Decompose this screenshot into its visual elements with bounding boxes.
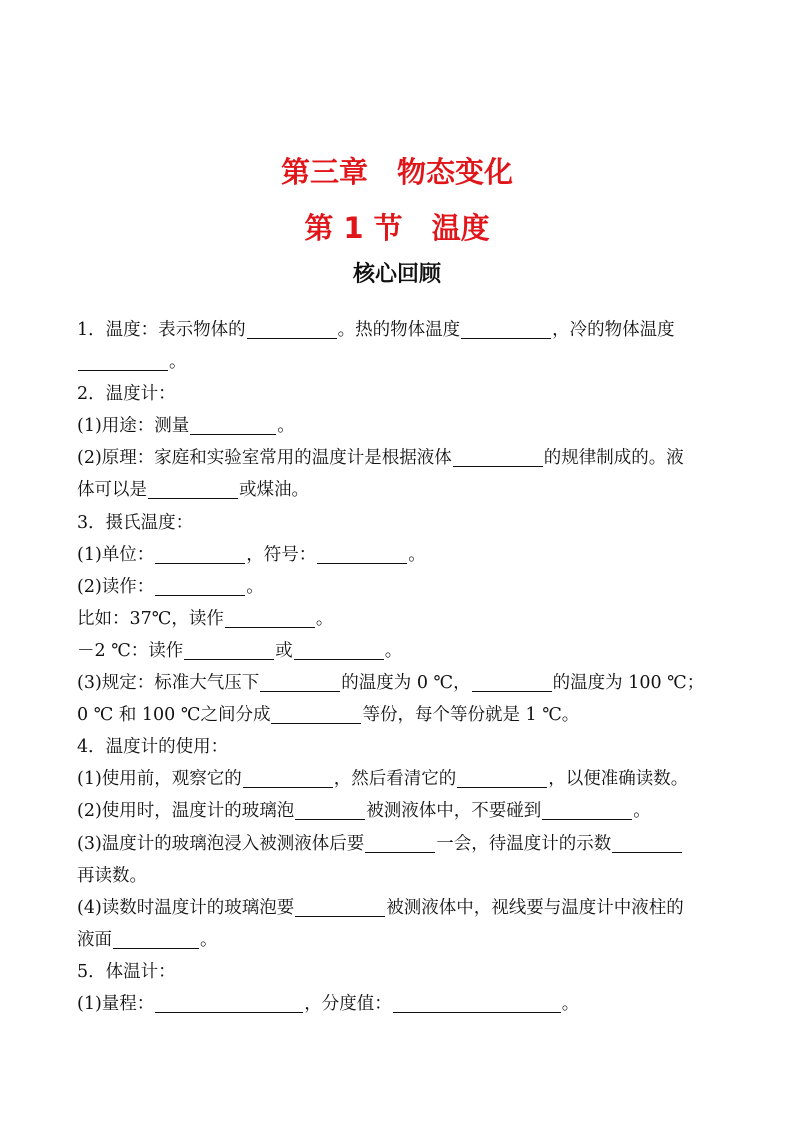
text-line: (1)单位： ，符号： 。 bbox=[77, 544, 426, 565]
text-line: (4)读数时温度计的玻璃泡要 被测液体中，视线要与温度计中液柱的 bbox=[77, 897, 684, 918]
text-line: (1)使用前，观察它的 ，然后看清它的 ，以便准确读数。 bbox=[77, 769, 689, 790]
text-line: 2．温度计： bbox=[77, 384, 176, 405]
answer-blank[interactable] bbox=[225, 607, 315, 628]
answer-blank[interactable] bbox=[260, 671, 340, 692]
text-line: 0 ℃ 和 100 ℃之间分成 等份，每个等份就是 1 ℃。 bbox=[77, 705, 580, 726]
text-line: 液面 。 bbox=[77, 929, 218, 950]
answer-blank[interactable] bbox=[365, 832, 435, 853]
answer-blank[interactable] bbox=[190, 414, 276, 435]
answer-blank[interactable] bbox=[612, 832, 682, 853]
text-line: 5．体温计： bbox=[77, 961, 176, 982]
answer-blank[interactable] bbox=[155, 992, 303, 1013]
answer-blank[interactable] bbox=[148, 478, 238, 499]
text-line: 4．温度计的使用： bbox=[77, 737, 229, 758]
answer-blank[interactable] bbox=[294, 639, 384, 660]
text-line: (2)读作： 。 bbox=[77, 576, 264, 597]
text-line: 比如：37℃，读作 。 bbox=[77, 608, 334, 629]
text-line: 。 bbox=[77, 346, 727, 378]
text-line: 再读数。 bbox=[77, 865, 147, 886]
text-line: (3)规定：标准大气压下 的温度为 0 ℃， 的温度为 100 ℃； bbox=[77, 673, 705, 694]
answer-blank[interactable] bbox=[453, 446, 543, 467]
text-line: (1)量程： ，分度值： 。 bbox=[77, 993, 580, 1014]
answer-blank[interactable] bbox=[393, 992, 561, 1013]
answer-blank[interactable] bbox=[457, 767, 547, 788]
text-line: 体可以是 或煤油。 bbox=[77, 480, 309, 501]
answer-blank[interactable] bbox=[542, 799, 632, 820]
text-line: (2)原理：家庭和实验室常用的温度计是根据液体 的规律制成的。液 bbox=[77, 448, 684, 469]
answer-blank[interactable] bbox=[78, 350, 168, 371]
answer-blank[interactable] bbox=[295, 896, 385, 917]
text-line: (2)使用时，温度计的玻璃泡 被测液体中，不要碰到 。 bbox=[77, 801, 651, 822]
answer-blank[interactable] bbox=[155, 543, 245, 564]
answer-blank[interactable] bbox=[243, 767, 333, 788]
answer-blank[interactable] bbox=[271, 703, 361, 724]
text-line: 1．温度：表示物体的 。热的物体温度 ，冷的物体温度 bbox=[77, 320, 675, 340]
text-line: 3．摄氏温度： bbox=[77, 512, 194, 533]
text-line: (1)用途：测量 。 bbox=[77, 416, 295, 437]
answer-blank[interactable] bbox=[295, 799, 365, 820]
answer-blank[interactable] bbox=[461, 318, 551, 339]
answer-blank[interactable] bbox=[317, 543, 407, 564]
text-line: (3)温度计的玻璃泡浸入被测液体后要 一会，待温度计的示数 bbox=[77, 828, 727, 860]
question-list bbox=[77, 314, 727, 1020]
text-line: －2 ℃：读作 或 。 bbox=[77, 640, 403, 661]
answer-blank[interactable] bbox=[113, 928, 199, 949]
review-heading: 核心回顾 bbox=[352, 262, 441, 287]
answer-blank[interactable] bbox=[472, 671, 552, 692]
chapter-title: 第三章 物态变化 bbox=[280, 155, 513, 189]
answer-blank[interactable] bbox=[247, 318, 337, 339]
answer-blank[interactable] bbox=[155, 575, 245, 596]
section-title: 第 1 节 温度 bbox=[304, 211, 490, 245]
answer-blank[interactable] bbox=[184, 639, 274, 660]
